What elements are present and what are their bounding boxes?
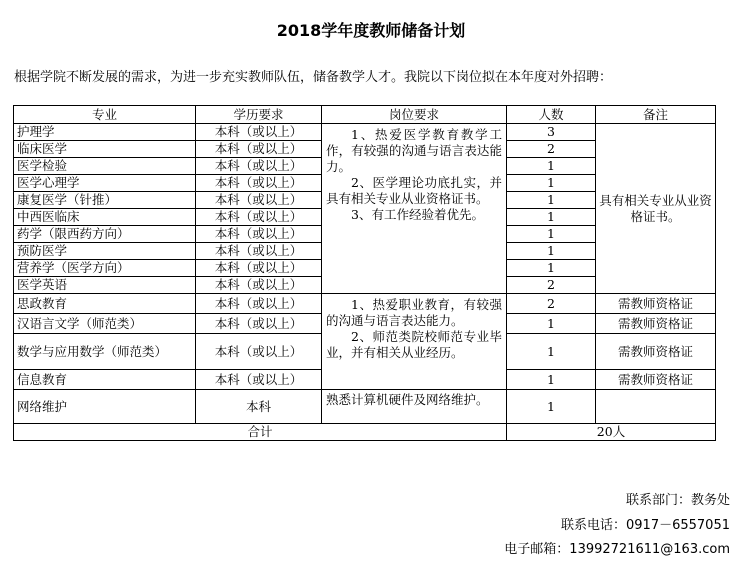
count-cell: 3	[507, 124, 596, 141]
count-cell: 2	[507, 141, 596, 158]
note-cell: 需教师资格证	[596, 370, 716, 390]
education-cell: 本科（或以上）	[196, 158, 322, 175]
header-note: 备注	[596, 106, 716, 124]
count-cell: 1	[507, 243, 596, 260]
requirement-text: 1、热爱医学教育教学工作，有较强的沟通与语言表达能力。	[326, 127, 502, 174]
requirements-cell-teaching	[322, 294, 507, 390]
table-row	[14, 390, 716, 424]
major-cell: 医学心理学	[14, 175, 196, 192]
major-cell: 信息教育	[14, 370, 196, 390]
contact-email: 电子邮箱：13992721611@163.com	[504, 542, 730, 557]
count-cell: 1	[507, 175, 596, 192]
contact-department: 联系部门：教务处	[625, 493, 730, 508]
count-cell: 1	[507, 226, 596, 243]
table-header-row	[14, 106, 716, 124]
major-cell: 数学与应用数学（师范类）	[14, 334, 196, 370]
requirement-text: 熟悉计算机硬件及网络维护。	[326, 392, 489, 407]
major-cell: 网络维护	[14, 390, 196, 424]
major-cell: 汉语言文学（师范类）	[14, 314, 196, 334]
major-cell: 临床医学	[14, 141, 196, 158]
major-cell: 医学检验	[14, 158, 196, 175]
table-row	[14, 124, 716, 141]
education-cell: 本科（或以上）	[196, 124, 322, 141]
table-row	[14, 294, 716, 314]
education-cell: 本科（或以上）	[196, 370, 322, 390]
header-major: 专业	[14, 106, 196, 124]
education-cell: 本科（或以上）	[196, 243, 322, 260]
table-total-row	[14, 424, 716, 441]
education-cell: 本科（或以上）	[196, 226, 322, 243]
education-cell: 本科（或以上）	[196, 294, 322, 314]
requirements-cell-medical	[322, 124, 507, 294]
note-cell: 需教师资格证	[596, 314, 716, 334]
count-cell: 2	[507, 277, 596, 294]
education-cell: 本科（或以上）	[196, 141, 322, 158]
count-cell: 1	[507, 260, 596, 277]
header-education: 学历要求	[196, 106, 322, 124]
education-cell: 本科（或以上）	[196, 260, 322, 277]
education-cell: 本科（或以上）	[196, 209, 322, 226]
major-cell: 药学（限西药方向）	[14, 226, 196, 243]
requirement-text: 1、热爱职业教育，有较强的沟通与语言表达能力。	[326, 297, 502, 328]
education-cell: 本科	[196, 390, 322, 424]
major-cell: 思政教育	[14, 294, 196, 314]
header-requirements: 岗位要求	[322, 106, 507, 124]
education-cell: 本科（或以上）	[196, 277, 322, 294]
note-cell	[596, 390, 716, 424]
major-cell: 护理学	[14, 124, 196, 141]
count-cell: 1	[507, 192, 596, 209]
intro-paragraph: 根据学院不断发展的需求，为进一步充实教师队伍，储备教学人才。我院以下岗位拟在本年度对外招聘：	[14, 70, 613, 85]
education-cell: 本科（或以上）	[196, 314, 322, 334]
contact-phone: 联系电话：0917－6557051	[561, 518, 730, 533]
education-cell: 本科（或以上）	[196, 334, 322, 370]
count-cell: 1	[507, 209, 596, 226]
count-cell: 1	[507, 390, 596, 424]
requirement-text: 2、医学理论功底扎实，并具有相关专业从业资格证书。	[326, 175, 502, 206]
education-cell: 本科（或以上）	[196, 175, 322, 192]
count-cell: 1	[507, 370, 596, 390]
note-cell: 需教师资格证	[596, 294, 716, 314]
note-cell-medical: 具有相关专业从业资格证书。	[596, 124, 716, 294]
count-cell: 1	[507, 314, 596, 334]
major-cell: 营养学（医学方向）	[14, 260, 196, 277]
total-value: 20人	[507, 424, 716, 441]
count-cell: 2	[507, 294, 596, 314]
requirement-text: 3、有工作经验着优先。	[351, 207, 484, 222]
total-label: 合计	[14, 424, 507, 441]
requirements-cell-network	[322, 390, 507, 424]
note-cell: 需教师资格证	[596, 334, 716, 370]
major-cell: 预防医学	[14, 243, 196, 260]
major-cell: 中西医临床	[14, 209, 196, 226]
recruitment-table	[13, 105, 716, 441]
requirement-text: 2、师范类院校师范专业毕业，并有相关从业经历。	[326, 329, 502, 360]
count-cell: 1	[507, 334, 596, 370]
count-cell: 1	[507, 158, 596, 175]
major-cell: 医学英语	[14, 277, 196, 294]
header-count: 人数	[507, 106, 596, 124]
major-cell: 康复医学（针推）	[14, 192, 196, 209]
page-title: 2018学年度教师储备计划	[276, 21, 466, 40]
education-cell: 本科（或以上）	[196, 192, 322, 209]
